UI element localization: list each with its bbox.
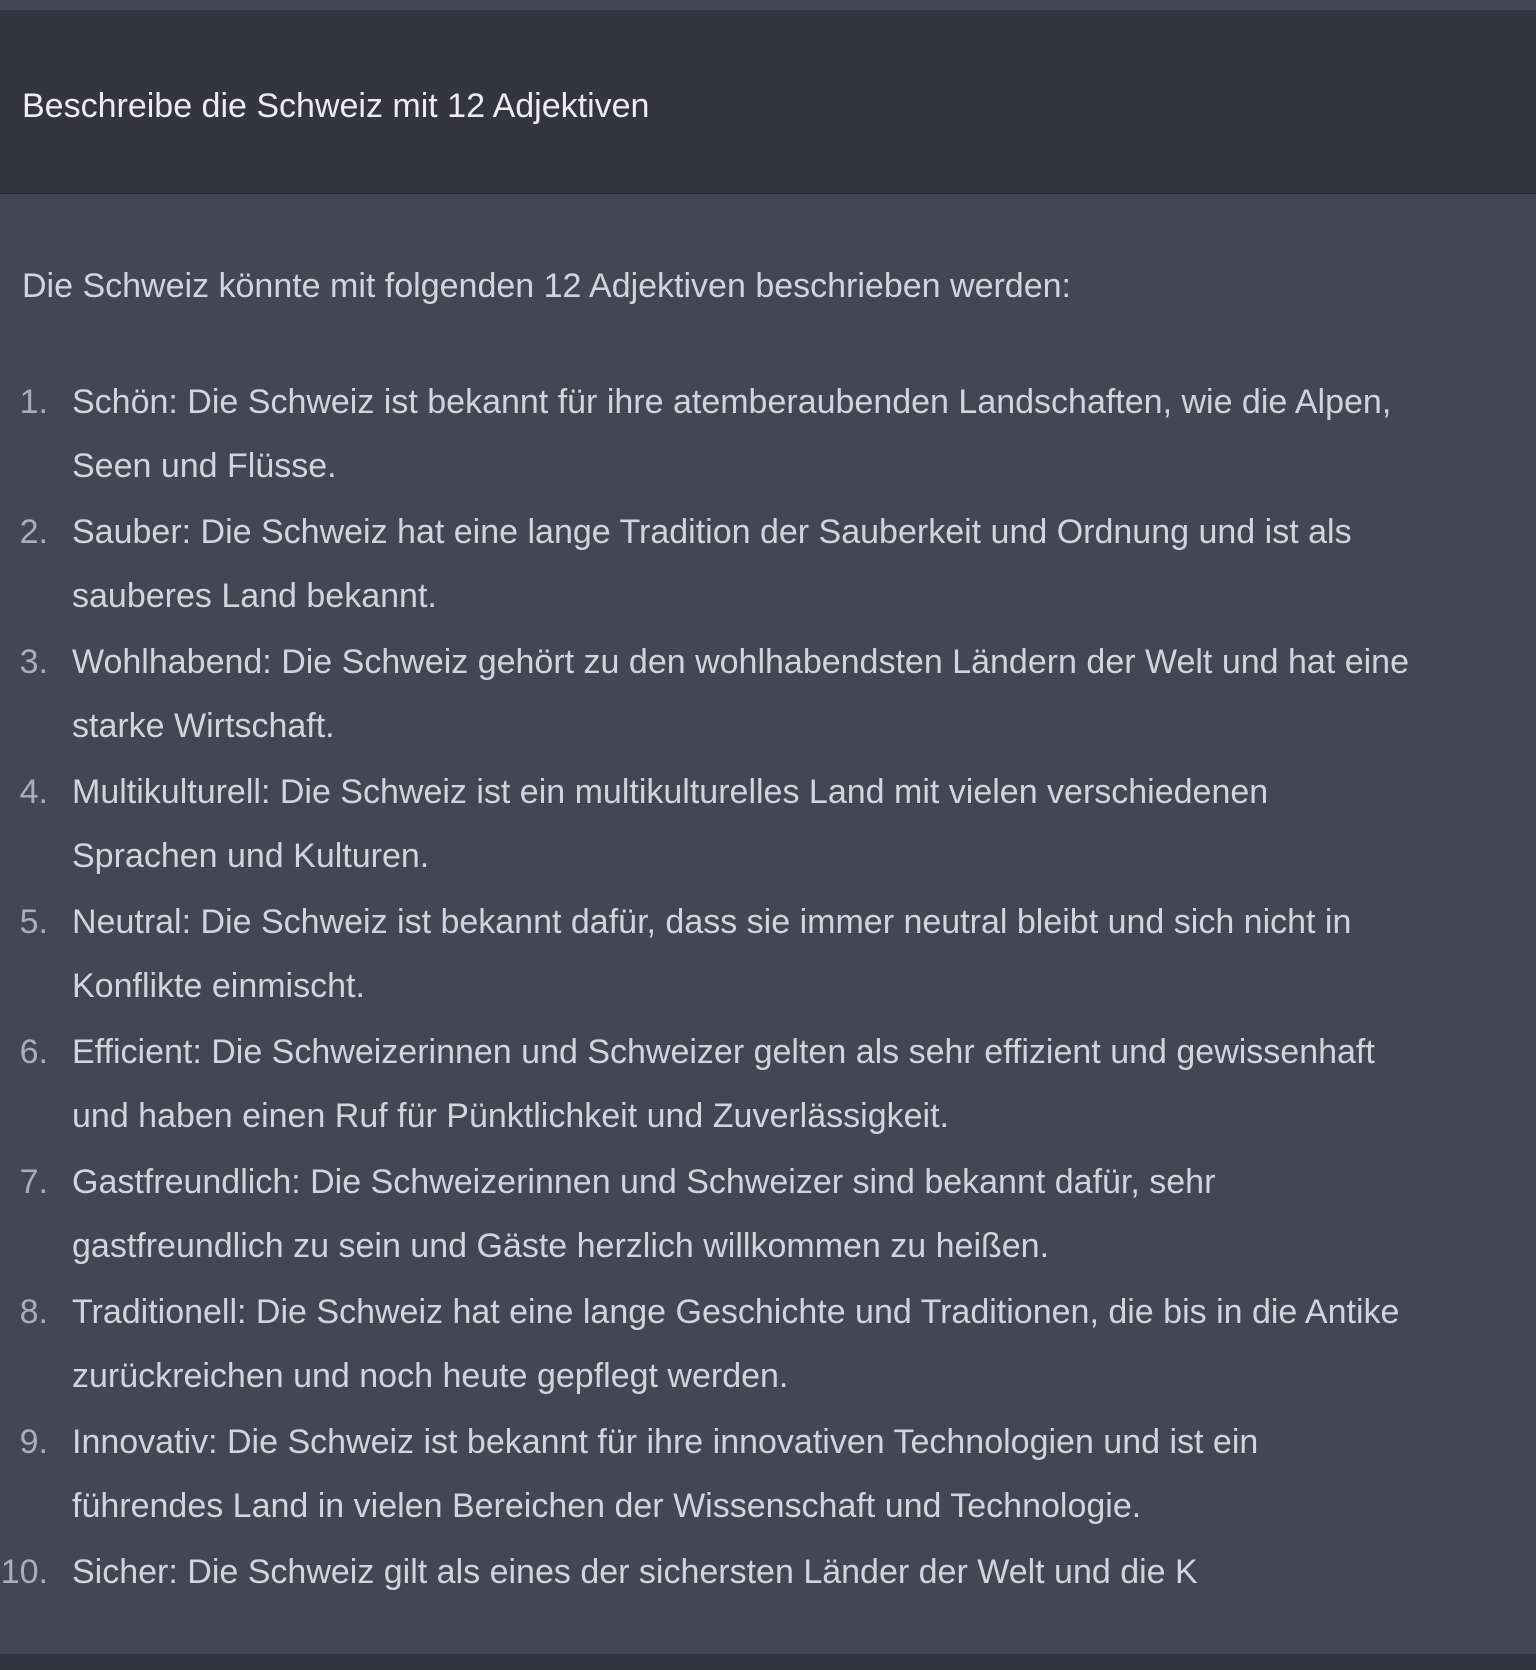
list-item-text: Gastfreundlich: Die Schweizerinnen und Schweizer sind bekannt dafür, sehr gastfreundlich zu sein und Gäste herzlich willkommen zu heißen. <box>72 1163 1216 1265</box>
list-item <box>0 1150 1536 1280</box>
list-item-number: 6. <box>19 1033 48 1071</box>
list-item-text: Innovativ: Die Schweiz ist bekannt für ihre innovativen Technologien und ist ein führendes Land in vielen Bereichen der Wissenschaft und Technologie. <box>72 1423 1259 1525</box>
list-item <box>0 1540 1536 1670</box>
user-message <box>0 10 1536 194</box>
list-item-number: 7. <box>19 1163 48 1201</box>
list-item-text: Neutral: Die Schweiz ist bekannt dafür, dass sie immer neutral bleibt und sich nicht in Konflikte einmischt. <box>72 903 1352 1005</box>
list-item <box>0 630 1536 760</box>
bottom-strip <box>0 1654 1536 1670</box>
list-item-text: Schön: Die Schweiz ist bekannt für ihre atemberaubenden Landschaften, wie die Alpen, Seen und Flüsse. <box>72 383 1392 485</box>
list-item <box>0 500 1536 630</box>
list-item-number: 4. <box>19 773 48 811</box>
list-item-text: Traditionell: Die Schweiz hat eine lange Geschichte und Traditionen, die bis in die Antike zurückreichen und noch heute gepflegt werden. <box>72 1293 1400 1395</box>
list-item-number: 10. <box>0 1553 48 1591</box>
list-item-number: 1. <box>19 383 48 421</box>
list-item-number: 5. <box>19 903 48 941</box>
answer-list <box>0 370 1536 1670</box>
assistant-intro: Die Schweiz könnte mit folgenden 12 Adjektiven beschrieben werden: <box>22 267 1071 305</box>
list-item-text: Wohlhabend: Die Schweiz gehört zu den wohlhabendsten Ländern der Welt und hat eine starke Wirtschaft. <box>72 643 1409 745</box>
list-item-number: 3. <box>19 643 48 681</box>
list-item <box>0 370 1536 500</box>
list-item-text: Sicher: Die Schweiz gilt als eines der sichersten Länder der Welt und die K <box>72 1553 1198 1591</box>
list-item <box>0 1020 1536 1150</box>
user-message-text: Beschreibe die Schweiz mit 12 Adjektiven <box>22 87 650 125</box>
list-item-number: 8. <box>19 1293 48 1331</box>
list-item-text: Efficient: Die Schweizerinnen und Schweizer gelten als sehr effizient und gewissenhaft und haben einen Ruf für Pünktlichkeit und Zuverlässigkeit. <box>72 1033 1375 1135</box>
list-item <box>0 1410 1536 1540</box>
top-strip <box>0 0 1536 10</box>
list-item <box>0 1280 1536 1410</box>
list-item <box>0 890 1536 1020</box>
list-item <box>0 760 1536 890</box>
list-item-number: 2. <box>19 513 48 551</box>
list-item-text: Sauber: Die Schweiz hat eine lange Tradition der Sauberkeit und Ordnung und ist als sauberes Land bekannt. <box>72 513 1352 615</box>
list-item-text: Multikulturell: Die Schweiz ist ein multikulturelles Land mit vielen verschiedenen Sprachen und Kulturen. <box>72 773 1269 875</box>
assistant-message <box>0 194 1536 1654</box>
list-item-number: 9. <box>19 1423 48 1461</box>
